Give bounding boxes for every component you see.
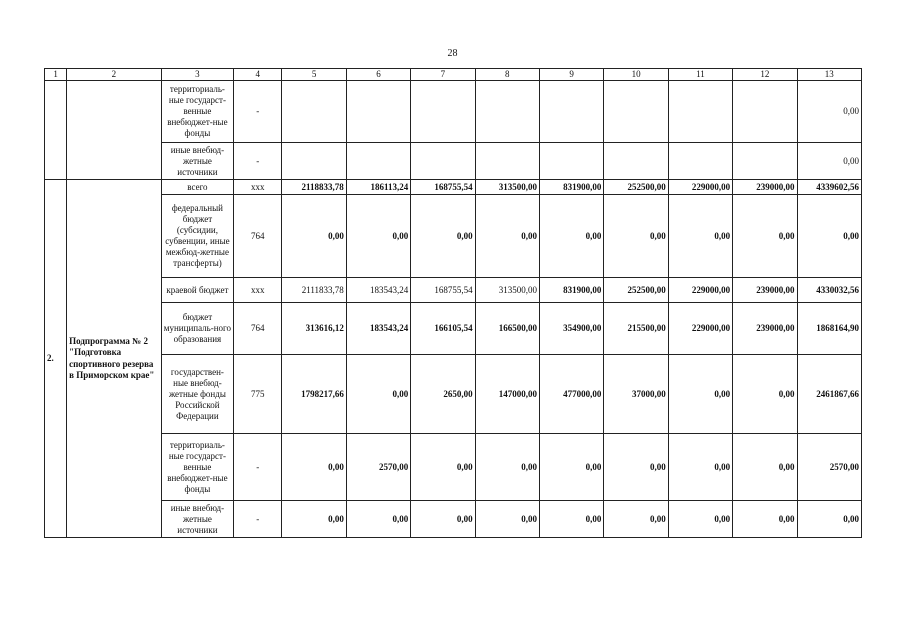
value-cell: 0,00: [346, 355, 410, 434]
column-number: 12: [733, 69, 797, 81]
value-cell: 0,00: [668, 195, 732, 278]
value-cell: 215500,00: [604, 303, 668, 355]
total-cell: 0,00: [797, 81, 861, 143]
code-cell: 775: [234, 355, 282, 434]
funding-source: иные внебюд-жетные источники: [161, 501, 233, 538]
value-cell: 313616,12: [282, 303, 346, 355]
value-cell: 168755,54: [411, 180, 475, 195]
code-cell: -: [234, 143, 282, 180]
value-cell: 0,00: [733, 434, 797, 501]
funding-source: территориаль-ные государст-венные внебюджет-ные фонды: [161, 434, 233, 501]
value-cell: 229000,00: [668, 180, 732, 195]
code-cell: 764: [234, 303, 282, 355]
empty-cell: [45, 81, 67, 180]
value-cell: 2118833,78: [282, 180, 346, 195]
code-cell: -: [234, 434, 282, 501]
value-cell: 0,00: [539, 501, 603, 538]
empty-cell: [539, 81, 603, 143]
value-cell: 0,00: [346, 195, 410, 278]
funding-source: государствен-ные внебюд-жетные фонды Российской Федерации: [161, 355, 233, 434]
total-cell: 2461867,66: [797, 355, 861, 434]
value-cell: 2111833,78: [282, 278, 346, 303]
value-cell: 0,00: [411, 501, 475, 538]
value-cell: 0,00: [475, 434, 539, 501]
empty-cell: [282, 143, 346, 180]
value-cell: 0,00: [604, 434, 668, 501]
value-cell: 0,00: [411, 195, 475, 278]
column-number: 11: [668, 69, 732, 81]
table-row: [45, 180, 862, 195]
value-cell: 0,00: [668, 355, 732, 434]
column-number-row: [45, 69, 862, 81]
value-cell: 0,00: [346, 501, 410, 538]
value-cell: 183543,24: [346, 278, 410, 303]
value-cell: 147000,00: [475, 355, 539, 434]
value-cell: 1798217,66: [282, 355, 346, 434]
value-cell: 239000,00: [733, 303, 797, 355]
value-cell: 0,00: [604, 501, 668, 538]
code-cell: -: [234, 501, 282, 538]
value-cell: 313500,00: [475, 180, 539, 195]
value-cell: 239000,00: [733, 180, 797, 195]
value-cell: 0,00: [733, 195, 797, 278]
value-cell: 0,00: [475, 501, 539, 538]
table-row: [45, 501, 862, 538]
value-cell: 252500,00: [604, 180, 668, 195]
table-row: [45, 303, 862, 355]
code-cell: xxx: [234, 180, 282, 195]
empty-cell: [733, 81, 797, 143]
table-row: [45, 81, 862, 143]
total-cell: 4339602,56: [797, 180, 861, 195]
program-index: 2.: [45, 180, 67, 538]
column-number: 1: [45, 69, 67, 81]
value-cell: 0,00: [668, 501, 732, 538]
value-cell: 229000,00: [668, 303, 732, 355]
table-row: [45, 195, 862, 278]
column-number: 8: [475, 69, 539, 81]
empty-cell: [539, 143, 603, 180]
empty-cell: [346, 81, 410, 143]
value-cell: 0,00: [539, 434, 603, 501]
empty-cell: [475, 81, 539, 143]
value-cell: 166105,54: [411, 303, 475, 355]
code-cell: -: [234, 81, 282, 143]
column-number: 2: [67, 69, 162, 81]
value-cell: 0,00: [282, 434, 346, 501]
value-cell: 0,00: [733, 501, 797, 538]
table-row: [45, 355, 862, 434]
column-number: 3: [161, 69, 233, 81]
column-number: 9: [539, 69, 603, 81]
total-cell: 0,00: [797, 143, 861, 180]
column-number: 5: [282, 69, 346, 81]
funding-source: краевой бюджет: [161, 278, 233, 303]
table-row: [45, 278, 862, 303]
column-number: 4: [234, 69, 282, 81]
value-cell: 0,00: [604, 195, 668, 278]
column-number: 10: [604, 69, 668, 81]
empty-cell: [411, 143, 475, 180]
column-number: 13: [797, 69, 861, 81]
page-number: 28: [447, 48, 458, 59]
empty-cell: [346, 143, 410, 180]
table-row: [45, 434, 862, 501]
empty-cell: [604, 81, 668, 143]
program-name: Подпрограмма № 2 "Подготовка спортивного резерва в Приморском крае": [67, 180, 162, 538]
empty-cell: [604, 143, 668, 180]
empty-cell: [668, 143, 732, 180]
value-cell: 186113,24: [346, 180, 410, 195]
value-cell: 229000,00: [668, 278, 732, 303]
table-row: [45, 143, 862, 180]
value-cell: 168755,54: [411, 278, 475, 303]
empty-cell: [475, 143, 539, 180]
value-cell: 2650,00: [411, 355, 475, 434]
empty-cell: [668, 81, 732, 143]
value-cell: 313500,00: [475, 278, 539, 303]
value-cell: 252500,00: [604, 278, 668, 303]
value-cell: 0,00: [282, 501, 346, 538]
value-cell: 354900,00: [539, 303, 603, 355]
total-cell: 4330032,56: [797, 278, 861, 303]
value-cell: 477000,00: [539, 355, 603, 434]
value-cell: 0,00: [282, 195, 346, 278]
total-cell: 1868164,90: [797, 303, 861, 355]
column-number: 6: [346, 69, 410, 81]
funding-source: бюджет муниципаль-ного образования: [161, 303, 233, 355]
code-cell: xxx: [234, 278, 282, 303]
value-cell: 0,00: [475, 195, 539, 278]
value-cell: 239000,00: [733, 278, 797, 303]
funding-source: всего: [161, 180, 233, 195]
empty-cell: [282, 81, 346, 143]
value-cell: 37000,00: [604, 355, 668, 434]
total-cell: 2570,00: [797, 434, 861, 501]
value-cell: 183543,24: [346, 303, 410, 355]
value-cell: 0,00: [668, 434, 732, 501]
value-cell: 2570,00: [346, 434, 410, 501]
code-cell: 764: [234, 195, 282, 278]
value-cell: 831900,00: [539, 278, 603, 303]
value-cell: 0,00: [539, 195, 603, 278]
empty-cell: [733, 143, 797, 180]
funding-source: федеральный бюджет (субсидии, субвенции, иные межбюд-жетные трансферты): [161, 195, 233, 278]
empty-cell: [67, 81, 162, 180]
value-cell: 0,00: [733, 355, 797, 434]
funding-source: иные внебюд-жетные источники: [161, 143, 233, 180]
funding-source: территориаль-ные государст-венные внебюджет-ные фонды: [161, 81, 233, 143]
total-cell: 0,00: [797, 195, 861, 278]
total-cell: 0,00: [797, 501, 861, 538]
value-cell: 166500,00: [475, 303, 539, 355]
column-number: 7: [411, 69, 475, 81]
budget-table: [44, 68, 862, 538]
value-cell: 831900,00: [539, 180, 603, 195]
value-cell: 0,00: [411, 434, 475, 501]
empty-cell: [411, 81, 475, 143]
